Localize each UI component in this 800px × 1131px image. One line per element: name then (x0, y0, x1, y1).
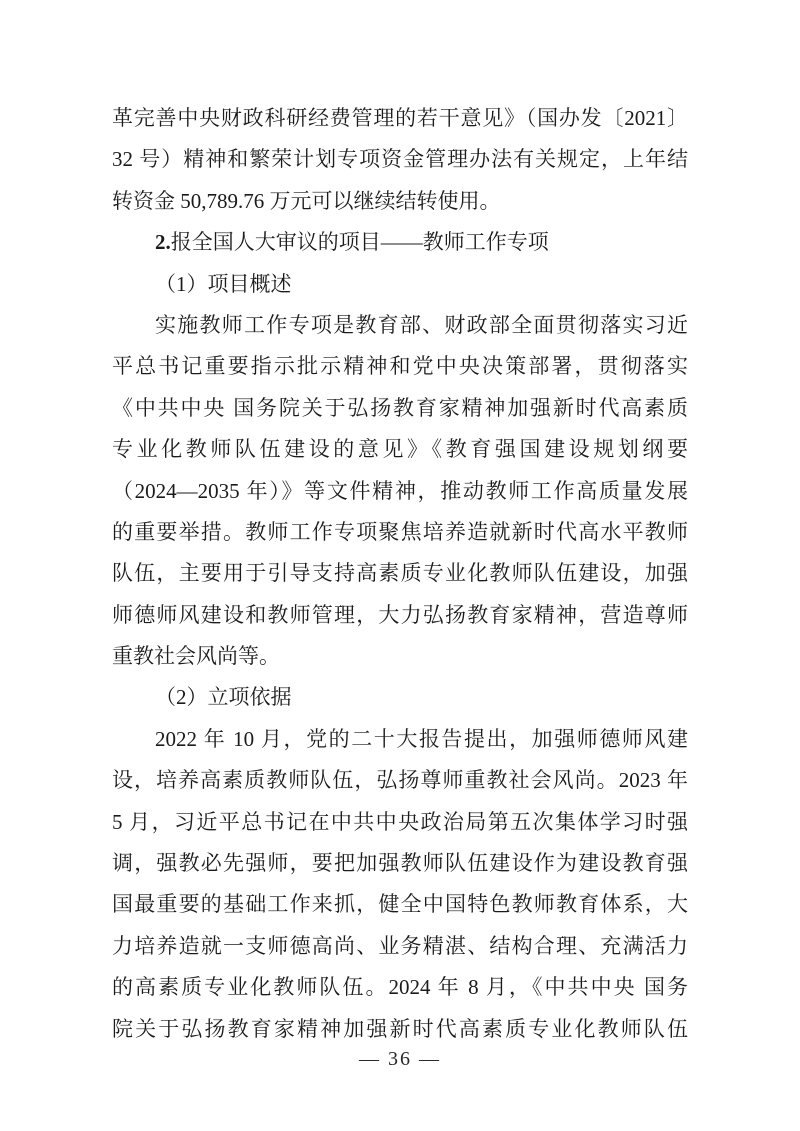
heading-text: 报全国人大审议的项目——教师工作专项 (170, 230, 549, 255)
text-line: 队伍，主要用于引导支持高素质专业化教师队伍建设，加强 (112, 561, 688, 586)
text-line: 国最重要的基础工作来抓，健全中国特色教师教育体系，大 (112, 892, 688, 917)
text-line: 32 号）精神和繁荣计划专项资金管理办法有关规定，上年结 (112, 147, 688, 172)
text-line: 的高素质专业化教师队伍。2024 年 8 月，《中共中央 国务 (112, 975, 688, 1000)
subsection-heading-line: （1）项目概述 (155, 271, 292, 296)
text-line: （2024—2035 年）》等文件精神，推动教师工作高质量发展 (112, 478, 688, 503)
text-line: 实施教师工作专项是教育部、财政部全面贯彻落实习近 (155, 312, 688, 337)
heading-number: 2. (155, 230, 171, 255)
text-line: 调，强教必先强师，要把加强教师队伍建设作为建设教育强 (112, 851, 688, 876)
text-line: 转资金 50,789.76 万元可以继续结转使用。 (112, 188, 501, 213)
text-line: 院关于弘扬教育家精神加强新时代高素质专业化教师队伍 (112, 1016, 688, 1041)
text-line: 力培养造就一支师德高尚、业务精湛、结构合理、充满活力 (112, 933, 688, 958)
text-line: 专业化教师队伍建设的意见》《教育强国建设规划纲要 (112, 437, 688, 462)
text-line: 《中共中央 国务院关于弘扬教育家精神加强新时代高素质 (112, 395, 688, 420)
text-line: 的重要举措。教师工作专项聚焦培养造就新时代高水平教师 (112, 519, 688, 544)
page-number: — 36 — (359, 1048, 441, 1070)
text-line: 设，培养高素质教师队伍，弘扬尊师重教社会风尚。2023 年 (112, 768, 688, 793)
text-line: 革完善中央财政科研经费管理的若干意见》（国办发〔2021〕 (112, 106, 688, 130)
text-line: 重教社会风尚等。 (112, 644, 280, 669)
subsection-heading-line: （2）立项依据 (155, 685, 292, 710)
section-heading-line (112, 222, 688, 263)
text-line: 师德师风建设和教师管理，大力弘扬教育家精神，营造尊师 (112, 602, 688, 627)
text-line: 平总书记重要指示批示精神和党中央决策部署，贯彻落实 (112, 354, 688, 379)
text-line: 5 月，习近平总书记在中共中央政治局第五次集体学习时强 (112, 809, 688, 834)
text-line: 2022 年 10 月，党的二十大报告提出，加强师德师风建 (155, 726, 688, 751)
text-body (112, 98, 688, 1050)
